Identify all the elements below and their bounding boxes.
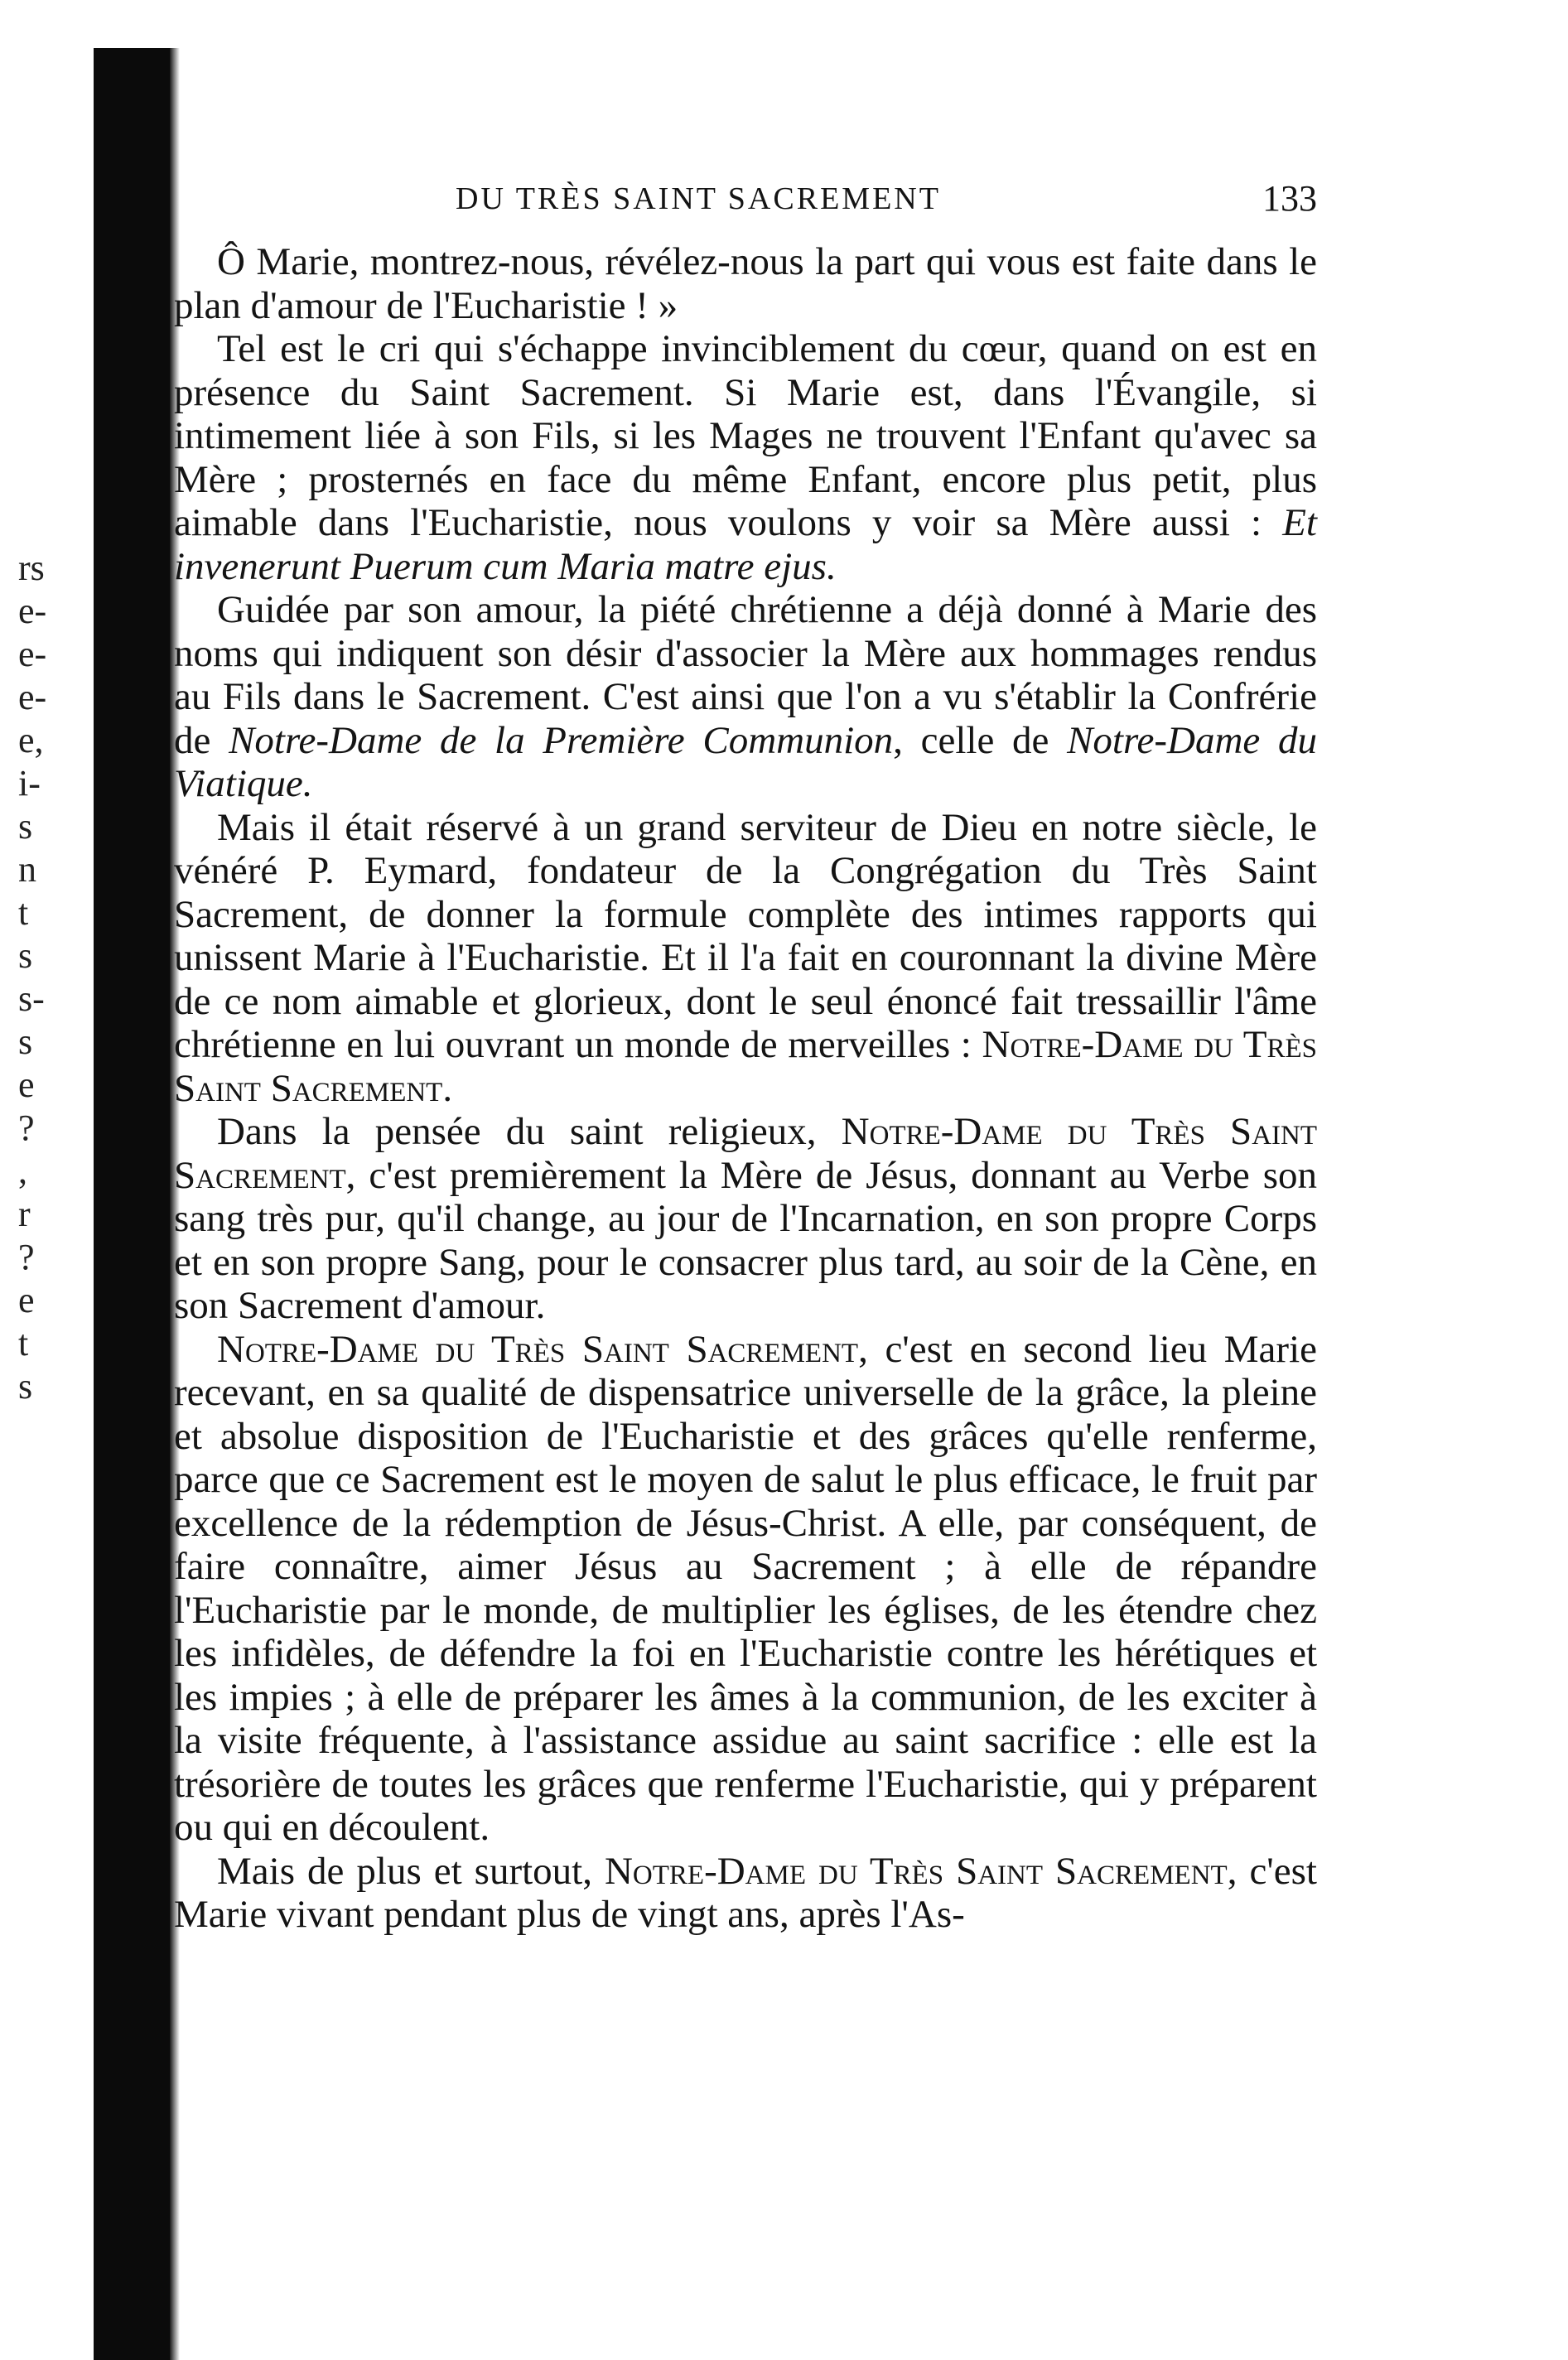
margin-fragment: rs (18, 548, 45, 588)
margin-fragment: s- (18, 978, 45, 1019)
page-number: 133 (1262, 178, 1317, 219)
margin-fragment: ? (18, 1237, 35, 1277)
margin-fragment: ? (18, 1108, 35, 1148)
margin-fragment: t (18, 1323, 29, 1363)
italic-text: Et invenerunt Puerum cum Maria matre ejus. (174, 501, 1317, 588)
margin-fragment: r (18, 1194, 31, 1234)
margin-fragment: e- (18, 591, 47, 631)
text-run: , c'est en second lieu Marie recevant, en sa qualité de dispensatrice universelle de la grâce, la pleine et absolue disposition de l'Eucharistie et des grâces qu'elle renferme, parce que ce Sacrement est le moyen de salut le plus efficace, le fruit par excellence de la rédemption de Jésus-Christ. A elle, par conséquent, de faire connaître, aimer Jésus au Sacrement ; à elle de répandre l'Eucharistie par le monde, de multiplier les églises, de les étendre chez les infidèles, de défendre la foi en l'Eucharistie contre les hérétiques et les impies ; à elle de préparer les âmes à la communion, de les exciter à la visite fréquente, à l'assistance assidue au saint sacrifice : elle est la trésorière de toutes les grâces que renferme l'Eucharistie, qui y préparent ou qui en découlent. (174, 1327, 1317, 1849)
smallcaps-title: Notre-Dame du Très Saint Sacrement (604, 1849, 1228, 1893)
margin-fragment: e (18, 1064, 35, 1105)
binding-spine (94, 48, 173, 2360)
margin-fragment: s (18, 935, 33, 976)
paragraph (174, 240, 1317, 327)
margin-fragment: , (18, 1151, 27, 1191)
text-run: Ô Marie, montrez-nous, révélez-nous la part qui vous est faite dans le plan d'amour de l'Eucharistie ! » (174, 240, 1317, 327)
paragraph (174, 1328, 1317, 1850)
margin-fragment: i- (18, 763, 41, 804)
running-title: DU TRÈS SAINT SACREMENT (456, 181, 941, 216)
text-run: , c'est premièrement la Mère de Jésus, donnant au Verbe son sang très pur, qu'il change, au jour de l'Incarnation, en son propre Corps et en son propre Sang, pour le consacrer plus tard, au soir de la Cène, en son Sacrement d'amour. (174, 1153, 1317, 1327)
italic-text: Notre-Dame du Viatique. (174, 718, 1317, 805)
paragraph (174, 1850, 1317, 1937)
running-header (174, 174, 1317, 224)
text-run: , c'est Marie vivant pendant plus de vingt ans, après l'As- (174, 1849, 1317, 1936)
margin-fragment: e- (18, 677, 47, 717)
margin-fragment: e- (18, 634, 47, 674)
paragraph (174, 1110, 1317, 1328)
margin-fragment: e, (18, 720, 44, 760)
text-run: Tel est le cri qui s'échappe invinciblement du cœur, quand on est en présence du Saint Sacrement. Si Marie est, dans l'Évangile, si intimement liée à son Fils, si les Mages ne trouvent l'Enfant qu'avec sa Mère ; prosternés en face du même Enfant, encore plus petit, plus aimable dans l'Eucharistie, nous voulons y voir sa Mère aussi : (174, 327, 1317, 544)
margin-fragment: e (18, 1280, 35, 1320)
facing-page-margin-fragments (18, 547, 68, 1408)
margin-fragment: t (18, 892, 29, 933)
margin-fragment: s (18, 1366, 33, 1407)
text-run: Mais de plus et surtout, (217, 1849, 605, 1893)
body-text (174, 240, 1317, 1937)
smallcaps-title: Notre-Dame du Très Saint Sacrement (217, 1327, 859, 1371)
text-run: Dans la pensée du saint religieux, (217, 1110, 842, 1153)
italic-text: Notre-Dame de la Première Communion (229, 718, 894, 762)
margin-fragment: n (18, 849, 36, 890)
paragraph (174, 588, 1317, 806)
paragraph (174, 327, 1317, 588)
smallcaps-title: Notre-Dame du Très Saint Sacrement (174, 1110, 1317, 1197)
smallcaps-title: Notre-Dame du Très Saint Sacrement. (174, 1023, 1317, 1110)
paragraph (174, 806, 1317, 1111)
margin-fragment: s (18, 1021, 33, 1062)
text-run: Mais il était réservé à un grand serviteur de Dieu en notre siècle, le vénéré P. Eymard, fondateur de la Congrégation du Très Saint Sacrement, de donner la formule complète des intimes rapports qui unissent Marie à l'Eucharistie. Et il l'a fait en couronnant la divine Mère de ce nom aimable et glorieux, dont le seul énoncé fait tressaillir l'âme chrétienne en lui ouvrant un monde de merveilles : (174, 805, 1317, 1066)
text-run: , celle de (893, 718, 1068, 762)
text-run: Guidée par son amour, la piété chrétienne a déjà donné à Marie des noms qui indiquent son désir d'associer la Mère aux hommages rendus au Fils dans le Sacrement. C'est ainsi que l'on a vu s'établir la Confrérie de (174, 588, 1317, 762)
margin-fragment: s (18, 806, 33, 847)
